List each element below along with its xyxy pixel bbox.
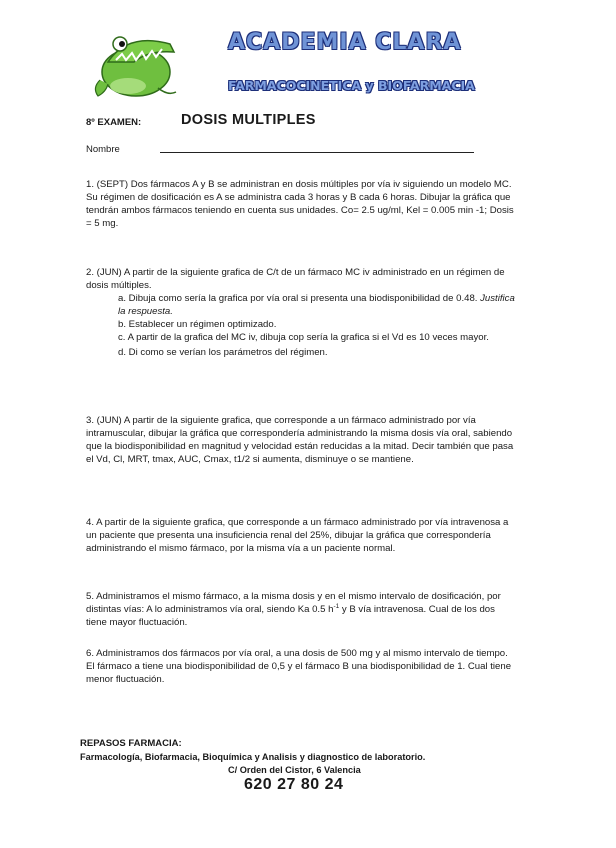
- question-4-text: 4. A partir de la siguiente grafica, que corresponde a un fármaco administrado por vía intravenosa a un paciente que presenta una insuficiencia renal del 25%, dibujar la gráfica que correspondería administrando el mismo fármaco, por la misma vía a un paciente normal.: [86, 517, 509, 554]
- question-6: [86, 647, 516, 686]
- question-4: [86, 516, 516, 555]
- exam-title: DOSIS MULTIPLES: [181, 112, 316, 128]
- name-label: Nombre: [86, 144, 120, 155]
- footer-subjects: Farmacología, Biofarmacia, Bioquímica y Analisis y diagnostico de laboratorio.: [80, 752, 426, 762]
- exam-number: 8º EXAMEN:: [86, 117, 142, 128]
- question-2c: c. A partir de la grafica del MC iv, dibuja cop sería la grafica si el Vd es 10 veces mayor.: [118, 332, 489, 343]
- brand-title: ACADEMIA CLARA: [228, 30, 462, 55]
- question-5-text-after: y B vía intravenosa. Cual de los dos tiene mayor fluctuación.: [86, 604, 495, 628]
- question-2a: [86, 292, 516, 318]
- question-5-superscript: -1: [333, 602, 340, 610]
- question-2b: b. Establecer un régimen optimizado.: [118, 319, 277, 330]
- question-3-text: 3. (JUN) A partir de la siguiente grafica, que corresponde a un fármaco administrado por vía intramuscular, dibujar la gráfica que correspondería administrando la misma dosis vía oral, sabiendo que la biodisponibilidad en magnitud y velocidad están reducidas a la mitad. Decir también que pasa el Vd, Cl, MRT, tmax, AUC, Cmax, t1/2 si aumenta, disminuye o se mantiene.: [86, 415, 514, 465]
- question-1-text: 1. (SEPT) Dos fármacos A y B se administran en dosis múltiples por vía iv siguiendo un modelo MC. Su régimen de dosificación es A se administra cada 3 horas y B cada 6 horas. Dibujar la gráfica que tendrán ambos fármacos teniendo en cuenta sus unidades. Co= 2.5 ug/ml, Kel = 0.005 min -1; Dosis = 5 mg.: [86, 179, 514, 229]
- crocodile-logo-icon: [88, 22, 184, 102]
- question-5-text: [86, 590, 516, 629]
- footer-address: C/ Orden del Cistor, 6 Valencia: [228, 765, 361, 775]
- question-2d: d. Di como se verían los parámetros del régimen.: [118, 347, 328, 358]
- footer-label: REPASOS FARMACIA:: [80, 738, 182, 749]
- footer-phone: 620 27 80 24: [244, 776, 344, 793]
- question-6-text: 6. Administramos dos fármacos por vía oral, a una dosis de 500 mg y al mismo intervalo de tiempo. El fármaco a tiene una biodisponibilidad de 0,5 y el fármaco B una biodisponibilidad de 1. Cual tiene menor fluctuación.: [86, 648, 512, 685]
- question-2a-text: a. Dibuja como sería la grafica por vía oral si presenta una biodisponibilidad de 0.48.: [118, 293, 478, 304]
- brand-subtitle: FARMACOCINETICA y BIOFARMACIA: [228, 78, 475, 93]
- question-5-text-before: 5. Administramos el mismo fármaco, a la misma dosis y en el mismo intervalo de dosificación, por distintas vías: A lo administramos vía oral, siendo Ka 0.5 h: [86, 591, 501, 615]
- question-2a-italic: Justifica la respuesta.: [118, 293, 515, 317]
- name-field-line[interactable]: [160, 152, 474, 153]
- question-2-intro: 2. (JUN) A partir de la siguiente grafica de C/t de un fármaco MC iv administrado en un régimen de dosis múltiples.: [86, 267, 505, 291]
- question-1: [86, 178, 516, 230]
- question-2: [86, 266, 516, 359]
- question-5: [86, 590, 516, 629]
- question-3: [86, 414, 516, 466]
